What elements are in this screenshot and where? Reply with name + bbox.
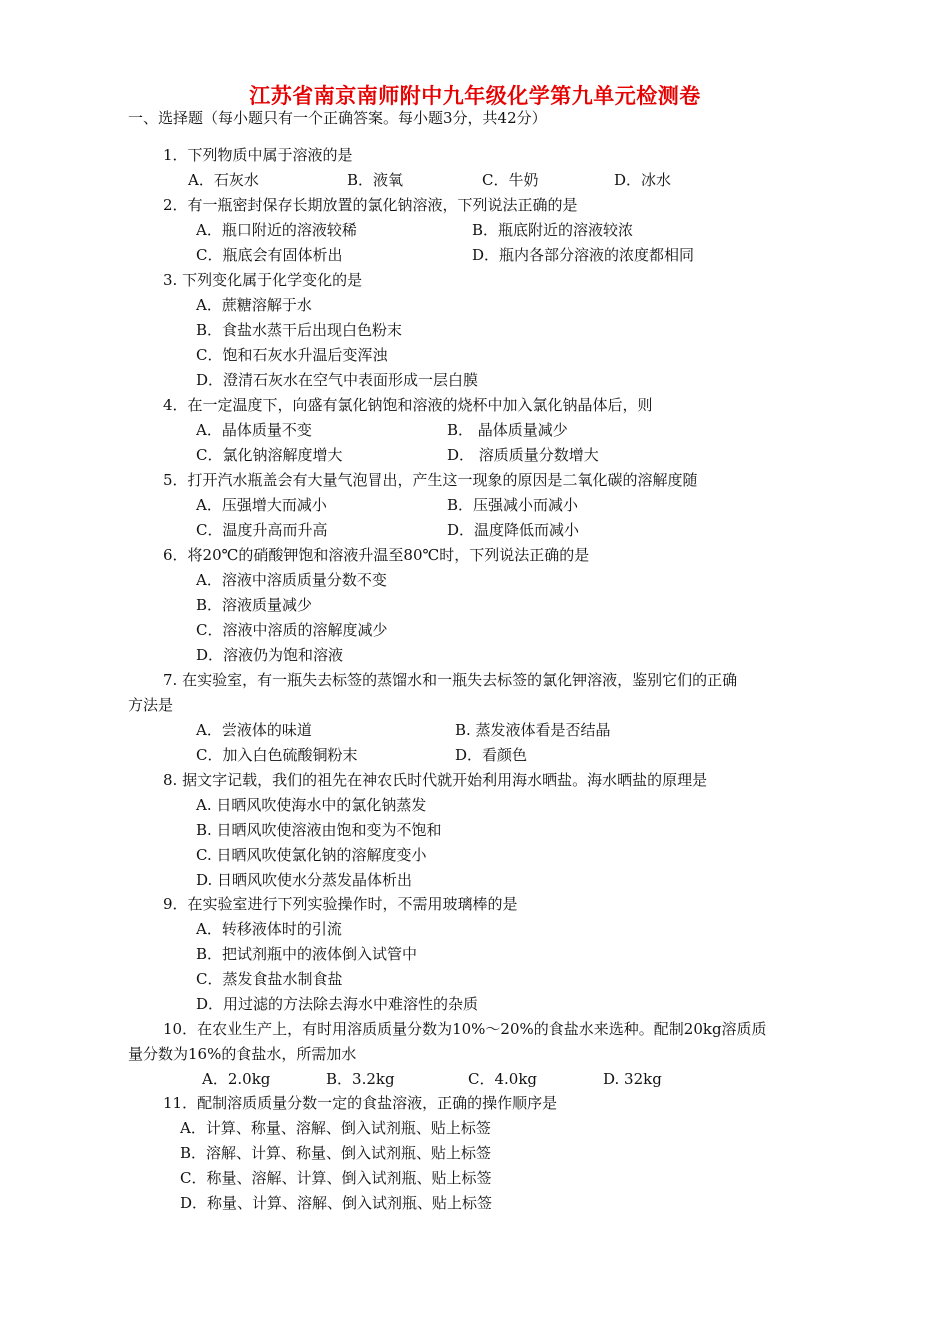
question-8-option-c: C. 日晒风吹使氯化钠的溶解度变小 [196, 846, 427, 864]
question-11-option-d: D．称量、计算、溶解、倒入试剂瓶、贴上标签 [180, 1194, 493, 1212]
question-5-option-b: B．压强减小而减小 [447, 496, 579, 514]
question-9-option-b: B．把试剂瓶中的液体倒入试管中 [196, 945, 418, 963]
question-11-stem: 11．配制溶质质量分数一定的食盐溶液，正确的操作顺序是 [163, 1094, 558, 1112]
question-11-option-c: C．称量、溶解、计算、倒入试剂瓶、贴上标签 [180, 1169, 492, 1187]
question-3-option-c: C．饱和石灰水升温后变浑浊 [196, 346, 388, 364]
question-5-option-c: C．温度升高而升高 [196, 521, 328, 539]
question-10-option-d: D. 32kg [603, 1070, 662, 1088]
question-6-option-d: D．溶液仍为饱和溶液 [196, 646, 344, 664]
question-1-option-a: A．石灰水 [188, 171, 259, 189]
page-title: 江苏省南京南师附中九年级化学第九单元检测卷 [249, 84, 701, 108]
question-5-stem: 5．打开汽水瓶盖会有大量气泡冒出，产生这一现象的原因是二氧化碳的溶解度随 [163, 471, 698, 489]
question-10-option-b: B．3.2kg [326, 1070, 395, 1088]
question-10-stem-continued: 量分数为16%的食盐水，所需加水 [128, 1045, 357, 1063]
question-3-option-d: D．澄清石灰水在空气中表面形成一层白膜 [196, 371, 479, 389]
question-2-option-c: C．瓶底会有固体析出 [196, 246, 343, 264]
question-7-option-b: B. 蒸发液体看是否结晶 [455, 721, 611, 739]
question-2-option-d: D．瓶内各部分溶液的浓度都相同 [472, 246, 695, 264]
question-5-option-d: D．温度降低而减小 [447, 521, 580, 539]
question-3-stem: 3. 下列变化属于化学变化的是 [163, 271, 363, 289]
question-7-option-a: A．尝液体的味道 [196, 721, 312, 739]
question-1-option-d: D．冰水 [614, 171, 672, 189]
question-3-option-a: A．蔗糖溶解于水 [196, 296, 312, 314]
question-4-option-a: A．晶体质量不变 [196, 421, 312, 439]
question-3-option-b: B．食盐水蒸干后出现白色粉末 [196, 321, 403, 339]
question-7-option-d: D．看颜色 [455, 746, 528, 764]
question-4-option-d: D． 溶质质量分数增大 [447, 446, 599, 464]
section-header: 一、选择题（每小题只有一个正确答案。每小题3分，共42分） [128, 109, 547, 127]
question-8-option-a: A. 日晒风吹使海水中的氯化钠蒸发 [196, 796, 427, 814]
question-6-option-c: C．溶液中溶质的溶解度减少 [196, 621, 388, 639]
question-6-option-b: B．溶液质量减少 [196, 596, 313, 614]
question-2-option-a: A．瓶口附近的溶液较稀 [196, 221, 357, 239]
question-4-option-b: B． 晶体质量减少 [447, 421, 568, 439]
question-6-option-a: A．溶液中溶质质量分数不变 [196, 571, 387, 589]
question-10-option-c: C．4.0kg [468, 1070, 538, 1088]
question-9-stem: 9．在实验室进行下列实验操作时，不需用玻璃棒的是 [163, 895, 518, 913]
question-11-option-b: B．溶解、计算、称量、倒入试剂瓶、贴上标签 [180, 1144, 492, 1162]
question-2-option-b: B．瓶底附近的溶液较浓 [472, 221, 634, 239]
question-11-option-a: A．计算、称量、溶解、倒入试剂瓶、贴上标签 [180, 1119, 491, 1137]
question-7-stem-continued: 方法是 [128, 696, 174, 714]
question-4-stem: 4．在一定温度下，向盛有氯化钠饱和溶液的烧杯中加入氯化钠晶体后，则 [163, 396, 653, 414]
question-9-option-a: A．转移液体时的引流 [196, 920, 342, 938]
question-4-option-c: C．氯化钠溶解度增大 [196, 446, 343, 464]
question-8-option-b: B. 日晒风吹使溶液由饱和变为不饱和 [196, 821, 442, 839]
question-2-stem: 2．有一瓶密封保存长期放置的氯化钠溶液，下列说法正确的是 [163, 196, 578, 214]
question-5-option-a: A．压强增大而减小 [196, 496, 327, 514]
question-8-stem: 8. 据文字记载，我们的祖先在神农氏时代就开始利用海水晒盐。海水晒盐的原理是 [163, 771, 708, 789]
question-8-option-d: D. 日晒风吹使水分蒸发晶体析出 [196, 871, 413, 889]
question-6-stem: 6．将20℃的硝酸钾饱和溶液升温至80℃时，下列说法正确的是 [163, 546, 590, 564]
question-10-stem: 10．在农业生产上，有时用溶质质量分数为10%～20%的食盐水来选种。配制20kg溶质质 [163, 1020, 767, 1038]
question-1-stem: 1．下列物质中属于溶液的是 [163, 146, 353, 164]
question-9-option-c: C．蒸发食盐水制食盐 [196, 970, 343, 988]
question-1-option-c: C．牛奶 [482, 171, 539, 189]
question-1-option-b: B．液氧 [347, 171, 404, 189]
question-7-option-c: C．加入白色硫酸铜粉末 [196, 746, 358, 764]
question-7-stem: 7. 在实验室，有一瓶失去标签的蒸馏水和一瓶失去标签的氯化钾溶液，鉴别它们的正确 [163, 671, 738, 689]
question-10-option-a: A．2.0kg [202, 1070, 271, 1088]
question-9-option-d: D．用过滤的方法除去海水中难溶性的杂质 [196, 995, 479, 1013]
